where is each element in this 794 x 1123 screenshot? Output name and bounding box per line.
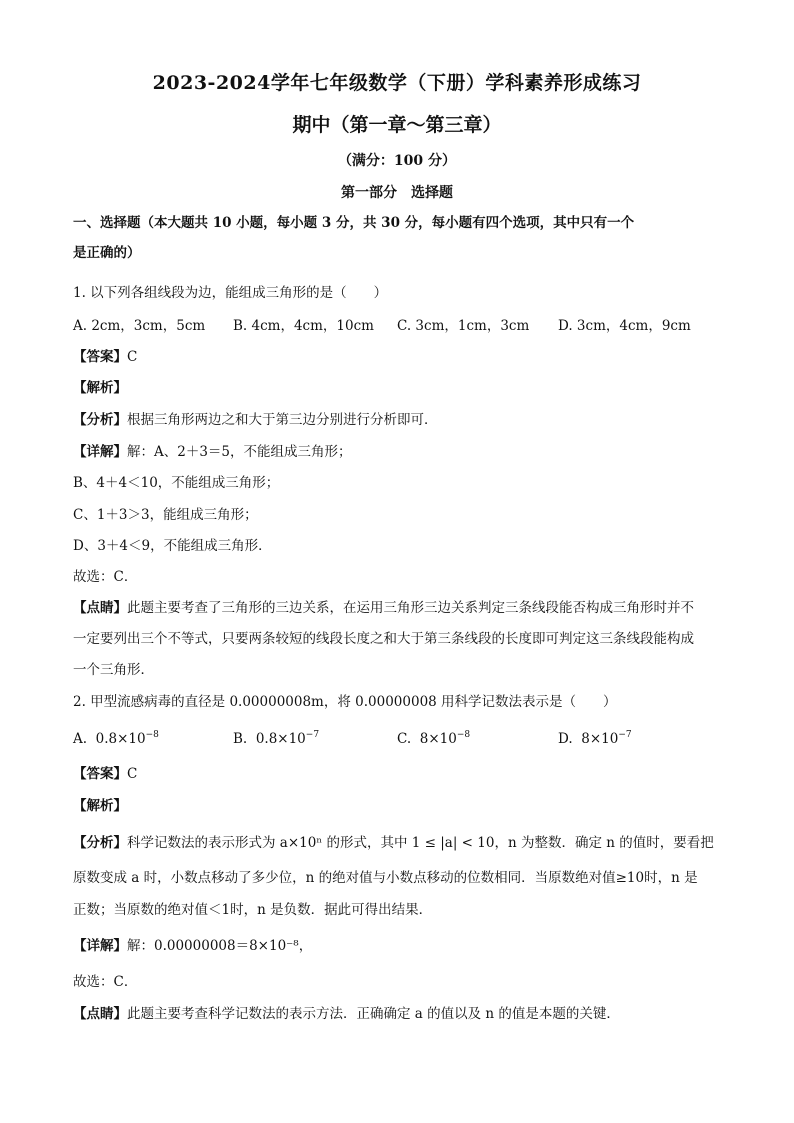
q2-option-d: [558, 729, 632, 749]
fenxi-tag: 【分析】: [73, 412, 127, 428]
detail-tag: 【详解】: [73, 938, 127, 954]
q2-analysis-tag: [73, 796, 723, 816]
q1-detail-d: D、3＋4＜9，不能组成三角形．: [73, 538, 272, 554]
q1-fenxi: [73, 410, 723, 430]
q1-detail-a: [73, 442, 723, 462]
detail-text: 解：0.00000008＝8×10⁻⁸，: [127, 938, 313, 954]
option-label: B.: [233, 731, 248, 747]
option-label: A.: [73, 731, 88, 747]
q1-option-b: B. 4cm，4cm，10cm: [233, 318, 374, 334]
fenxi-text: 科学记数法的表示形式为 a×10ⁿ 的形式，其中 1 ≤ |a| < 10，n 为整数．确定 n 的值时，要看把: [127, 835, 714, 851]
comment-text: 此题主要考查科学记数法的表示方法．正确确定 a 的值以及 n 的值是本题的关键．: [127, 1006, 620, 1022]
analysis-tag: 【解析】: [73, 380, 127, 396]
option-base: 0.8×10: [95, 731, 146, 747]
q1-comment-line2: 一定要列出三个不等式，只要两条较短的线段长度之和大于第三条线段的长度即可判定这三条线段能构成: [73, 631, 694, 647]
q2-option-b: [233, 729, 319, 749]
option-base: 8×10: [419, 731, 457, 747]
q2-option-a: [73, 729, 159, 749]
fenxi-text: 根据三角形两边之和大于第三边分别进行分析即可．: [127, 412, 438, 428]
q1-option-a: A. 2cm，3cm，5cm: [73, 318, 206, 334]
option-exponent: −7: [305, 730, 320, 740]
q2-answer-line: [73, 764, 723, 784]
q1-option-c: C. 3cm，1cm，3cm: [397, 318, 530, 334]
answer-tag: 【答案】: [73, 766, 127, 782]
q1-detail-c: C、1＋3＞3，能组成三角形；: [73, 507, 258, 523]
part-heading: 第一部分 选择题: [341, 185, 453, 201]
q1-detail-b: B、4＋4＜10，不能组成三角形；: [73, 475, 280, 491]
q2-stem: 2. 甲型流感病毒的直径是 0.00000008m，将 0.00000008 用科学记数法表示是（ ）: [73, 694, 617, 710]
comment-text: 此题主要考查了三角形的三边关系，在运用三角形三边关系判定三条线段能否构成三角形时并不: [127, 600, 694, 616]
option-label: C.: [397, 731, 412, 747]
option-exponent: −8: [456, 730, 471, 740]
q1-choose: 故选：C．: [73, 569, 138, 585]
option-base: 8×10: [581, 731, 619, 747]
q2-option-c: [397, 729, 470, 749]
q1-analysis-tag: [73, 378, 723, 398]
q1-comment-line3: 一个三角形．: [73, 662, 154, 678]
q2-detail: [73, 936, 723, 956]
q2-comment: [73, 1004, 723, 1024]
option-exponent: −7: [618, 730, 632, 740]
q2-fenxi-line3: 正数；当原数的绝对值＜1时，n 是负数．据此可得出结果．: [73, 902, 433, 918]
full-score: （满分：100 分）: [337, 153, 457, 169]
answer-tag: 【答案】: [73, 349, 127, 365]
document-title: 2023-2024学年七年级数学（下册）学科素养形成练习: [152, 72, 642, 94]
option-exponent: −8: [145, 730, 159, 740]
q1-comment-line1: [73, 598, 723, 618]
comment-tag: 【点睛】: [73, 600, 127, 616]
q1-stem: 1. 以下列各组线段为边，能组成三角形的是（ ）: [73, 285, 388, 301]
q1-option-d: D. 3cm，4cm，9cm: [558, 318, 691, 334]
document-subtitle: 期中（第一章～第三章）: [292, 114, 502, 136]
section-heading-line2: 是正确的）: [73, 245, 141, 261]
answer-value: C: [127, 349, 138, 365]
answer-value: C: [127, 766, 138, 782]
detail-tag: 【详解】: [73, 444, 127, 460]
section-heading-line1: 一、选择题（本大题共 10 小题，每小题 3 分，共 30 分，每小题有四个选项，其中只有一个: [73, 215, 635, 231]
option-label: D.: [558, 731, 573, 747]
q2-choose: 故选：C．: [73, 974, 138, 990]
fenxi-tag: 【分析】: [73, 835, 127, 851]
comment-tag: 【点睛】: [73, 1006, 127, 1022]
q2-fenxi-line1: [73, 833, 723, 853]
option-base: 0.8×10: [255, 731, 306, 747]
analysis-tag: 【解析】: [73, 798, 127, 814]
q2-fenxi-line2: 原数变成 a 时，小数点移动了多少位，n 的绝对值与小数点移动的位数相同．当原数绝对值≥10时，n 是: [73, 870, 698, 886]
detail-text: 解：A、2＋3＝5，不能组成三角形；: [127, 444, 352, 460]
q1-answer-line: [73, 347, 723, 367]
